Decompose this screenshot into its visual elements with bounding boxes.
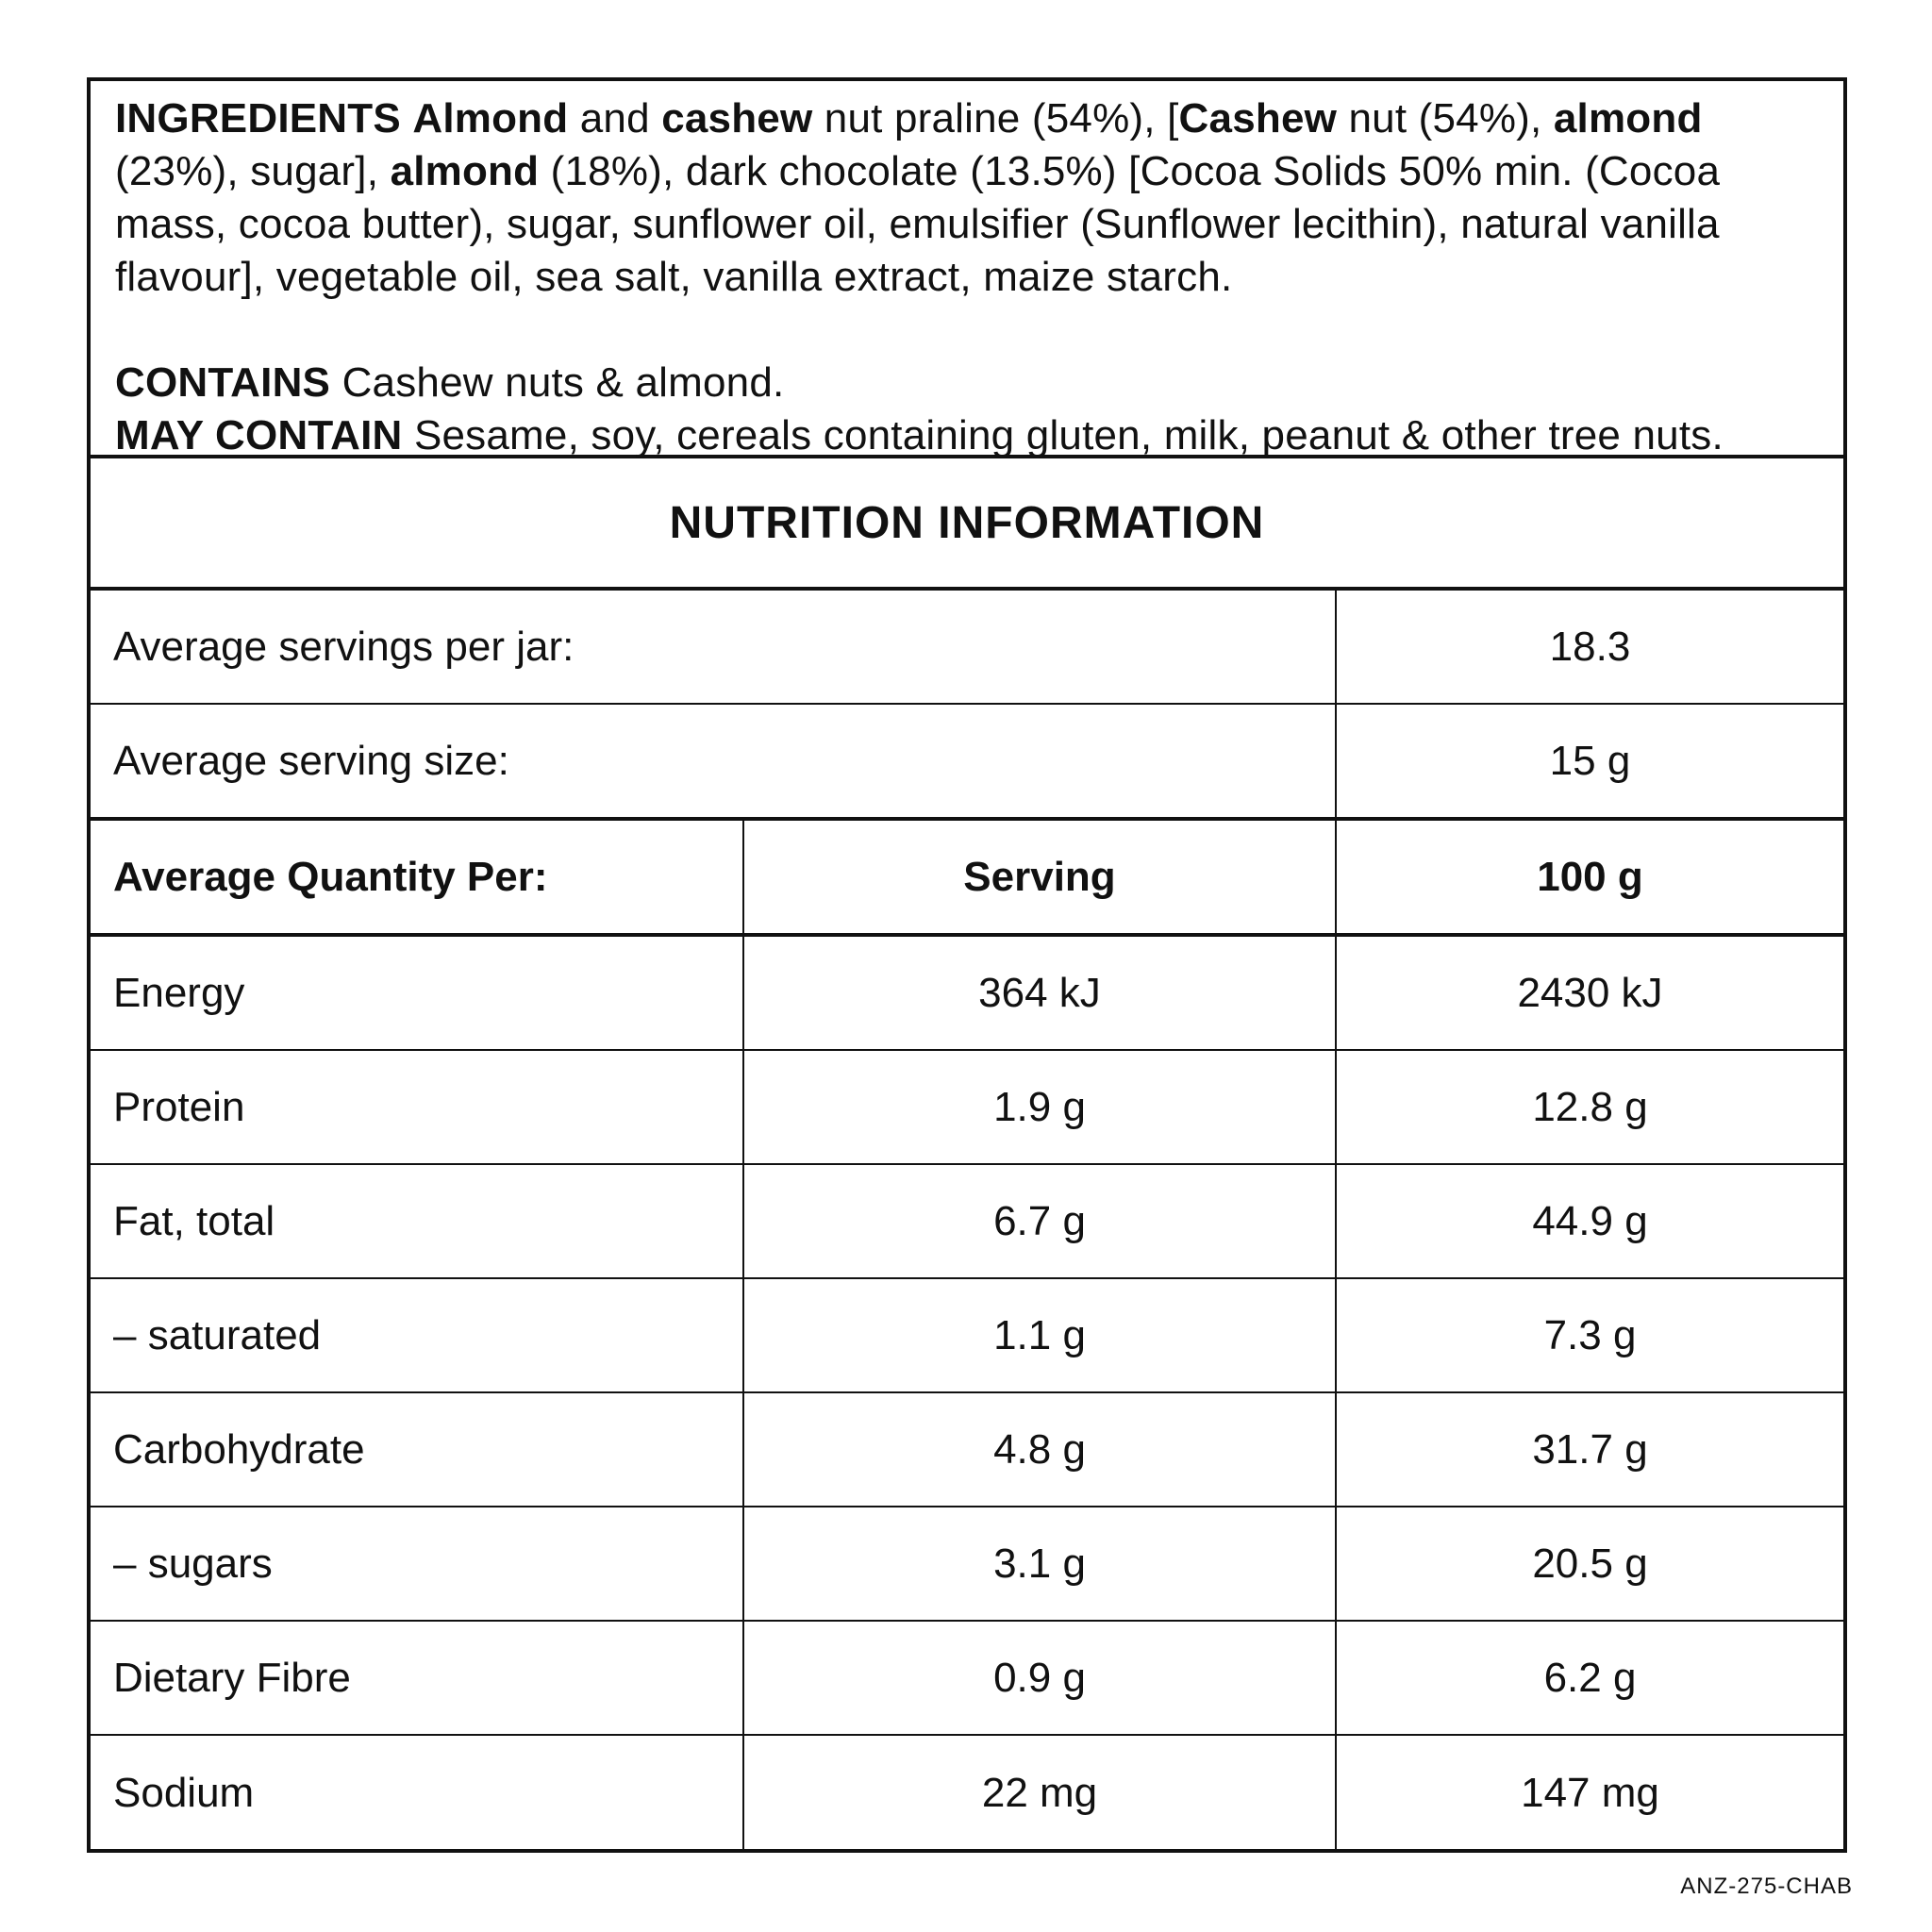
ingredient-emphasis: almond [390,148,540,194]
nutrition-title: NUTRITION INFORMATION [91,458,1843,591]
ingredients-section [91,81,1843,458]
per-serving-value: 3.1 g [742,1507,1335,1620]
servings-per-jar-value: 18.3 [1335,591,1843,703]
ingredient-emphasis: Cashew [1178,95,1338,142]
per-100g-value: 12.8 g [1335,1051,1843,1163]
contains-text: Cashew nuts & almond. [341,359,785,406]
per-serving-value: 364 kJ [742,937,1335,1049]
servings-per-jar-label: Average servings per jar: [113,623,575,670]
header-serving: Serving [742,821,1335,933]
may-contain-heading: MAY CONTAIN [115,412,403,458]
nutrient-name: Energy [113,969,245,1016]
contains-heading: CONTAINS [115,359,331,406]
per-serving-value: 6.7 g [742,1165,1335,1277]
nutrient-name: Dietary Fibre [113,1654,351,1701]
ingredient-text: nut (54%), [1337,95,1554,142]
per-100g-value: 7.3 g [1335,1279,1843,1391]
ingredient-emphasis: Almond [412,95,569,142]
ingredient-emphasis: cashew [661,95,813,142]
nutrient-name: – saturated [113,1311,322,1358]
may-contain-text: Sesame, soy, cereals containing gluten, milk, peanut & other tree nuts. [413,412,1724,458]
header-quantity: Average Quantity Per: [113,853,548,900]
table-row [91,1279,1843,1393]
per-100g-value: 31.7 g [1335,1393,1843,1506]
per-serving-value: 1.1 g [742,1279,1335,1391]
nutrient-name: Fat, total [113,1197,275,1244]
per-100g-value: 6.2 g [1335,1622,1843,1734]
table-row [91,937,1843,1051]
nutrient-name: – sugars [113,1540,273,1587]
nutrient-name: Sodium [113,1769,255,1816]
per-serving-value: 0.9 g [742,1622,1335,1734]
ingredient-text: (18%), dark chocolate (13.5%) [Cocoa Solids 50% min. (Cocoa mass, cocoa butter), sugar, sunflower oil, emulsifier (Sunflower lecithin), natural vanilla flavour], vegetable oil, sea salt, vanilla extract, maize starch. [115,148,1721,300]
per-serving-value: 1.9 g [742,1051,1335,1163]
product-code: ANZ-275-CHAB [1680,1874,1853,1899]
table-row [91,1622,1843,1736]
header-per-100g: 100 g [1335,821,1843,933]
table-row [91,1051,1843,1165]
per-serving-value: 22 mg [742,1736,1335,1850]
servings-per-jar-row [91,591,1843,705]
may-contain-line [106,409,1832,462]
nutrition-label [87,77,1847,1853]
per-100g-value: 2430 kJ [1335,937,1843,1049]
ingredient-emphasis: almond [1553,95,1703,142]
ingredient-text: and [568,95,662,142]
table-row [91,1507,1843,1622]
ingredients-heading: INGREDIENTS [115,95,401,142]
ingredient-text: nut praline (54%), [ [812,95,1179,142]
nutrient-name: Protein [113,1083,245,1130]
ingredients-paragraph [106,92,1832,304]
nutrient-name: Carbohydrate [113,1425,365,1473]
table-row [91,1393,1843,1507]
ingredient-text: (23%), sugar], [115,148,391,194]
serving-size-label: Average serving size: [113,737,509,784]
table-row [91,1736,1843,1850]
table-row [91,1165,1843,1279]
per-serving-value: 4.8 g [742,1393,1335,1506]
contains-line [106,357,1832,409]
per-100g-value: 44.9 g [1335,1165,1843,1277]
per-100g-value: 20.5 g [1335,1507,1843,1620]
serving-size-row [91,705,1843,821]
per-100g-value: 147 mg [1335,1736,1843,1850]
table-header-row [91,821,1843,937]
serving-size-value: 15 g [1335,705,1843,817]
